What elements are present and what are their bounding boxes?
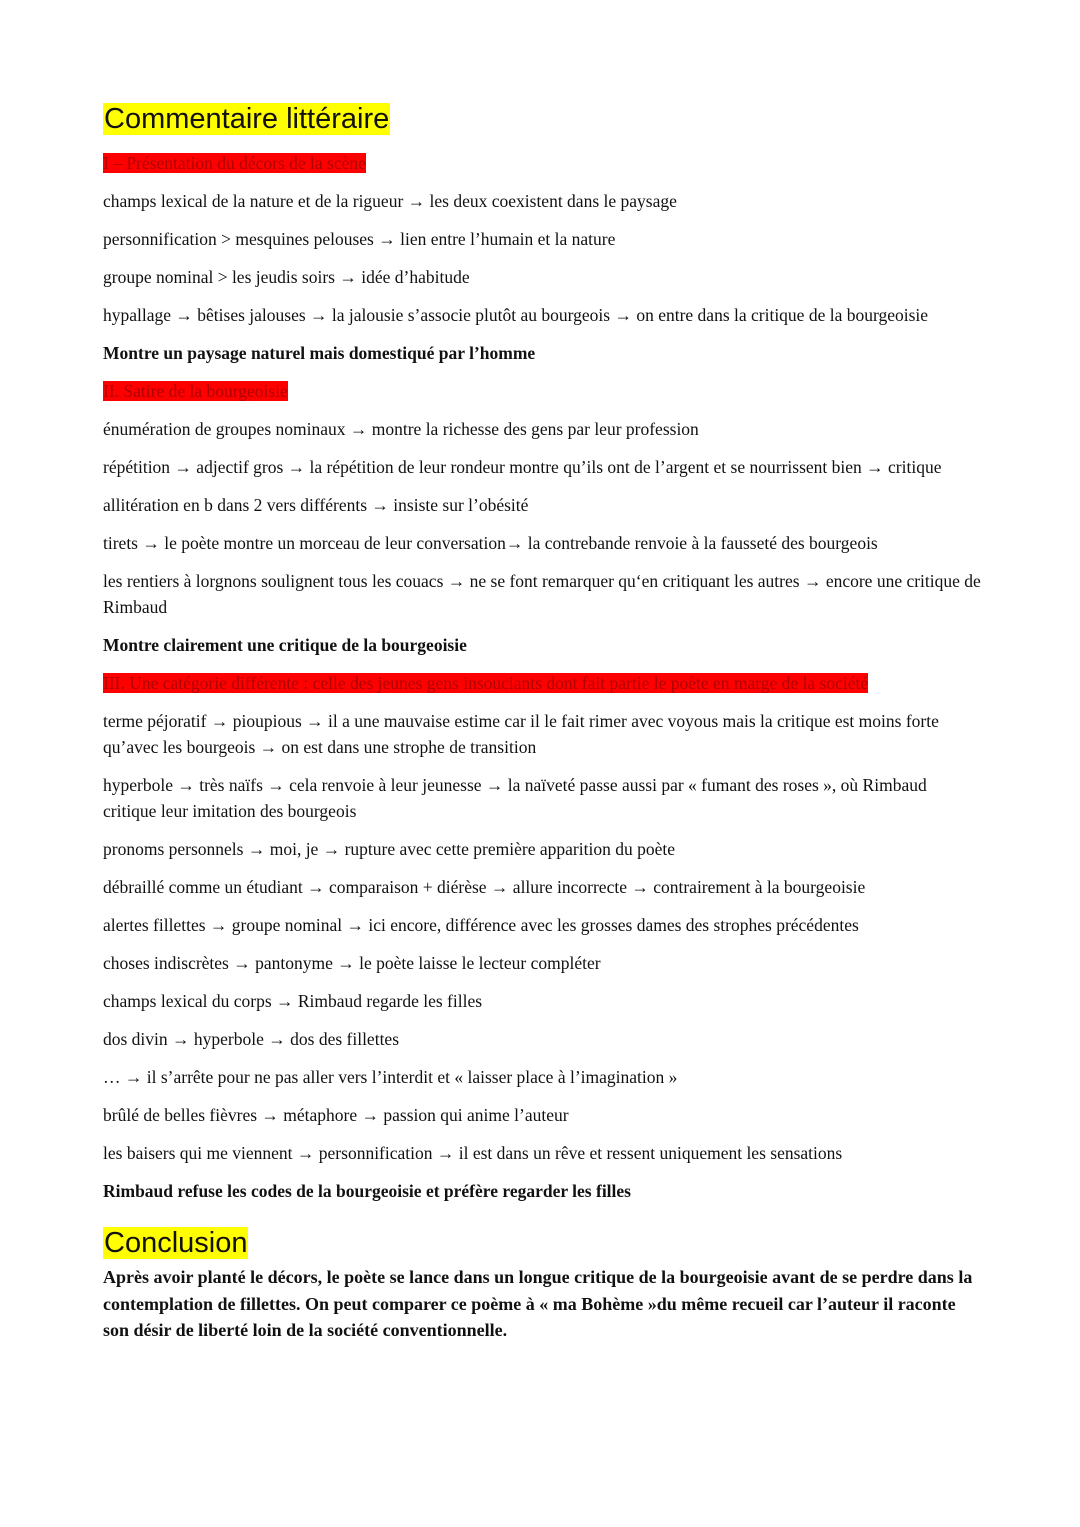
list-item: champs lexical de la nature et de la rigueur → les deux coexistent dans le paysage	[103, 191, 677, 211]
list-item: les rentiers à lorgnons soulignent tous les couacs → ne se font remarquer qu‘en critiquant les autres → encore une critique de Rimbaud	[103, 571, 981, 617]
list-item: les baisers qui me viennent → personnification → il est dans un rêve et ressent uniquement les sensations	[103, 1143, 843, 1163]
list-item: tirets → le poète montre un morceau de leur conversation→ la contrebande renvoie à la fausseté des bourgeois	[103, 533, 878, 553]
list-item: brûlé de belles fièvres → métaphore → passion qui anime l’auteur	[103, 1105, 569, 1125]
section-heading-3-text: III. Une catégorie différente : celle des jeunes gens insouciants dont fait partie le poète en marge de la société	[103, 673, 869, 693]
list-item: alertes fillettes → groupe nominal → ici encore, différence avec les grosses dames des strophes précédentes	[103, 915, 859, 935]
document-title	[103, 100, 983, 138]
list-item: … → il s’arrête pour ne pas aller vers l’interdit et « laisser place à l’imagination »	[103, 1067, 678, 1087]
list-item: champs lexical du corps → Rimbaud regarde les filles	[103, 991, 483, 1011]
list-item: terme péjoratif → pioupious → il a une mauvaise estime car il le fait rimer avec voyous mais la critique est moins forte qu’avec les bourgeois → on est dans une strophe de transition	[103, 711, 939, 757]
section-heading-3	[103, 670, 983, 696]
section-heading-1	[103, 150, 983, 176]
section-summary-3: Rimbaud refuse les codes de la bourgeoisie et préfère regarder les filles	[103, 1181, 631, 1201]
list-item: débraillé comme un étudiant → comparaison + diérèse → allure incorrecte → contrairement à la bourgeoisie	[103, 877, 866, 897]
list-item: choses indiscrètes → pantonyme → le poète laisse le lecteur compléter	[103, 953, 601, 973]
conclusion-text: Après avoir planté le décors, le poète se lance dans un longue critique de la bourgeoisie avant de se perdre dans la contemplation de fillettes. On peut comparer ce poème à « ma Bohème »du même recueil car l’auteur il raconte son désir de liberté loin de la société conventionnelle.	[103, 1267, 973, 1340]
section-heading-2-text: II. Satire de la bourgeoisie	[103, 381, 288, 401]
list-item: personnification > mesquines pelouses → lien entre l’humain et la nature	[103, 229, 616, 249]
conclusion-title	[103, 1224, 983, 1262]
list-item: répétition → adjectif gros → la répétition de leur rondeur montre qu’ils ont de l’argent et se nourrissent bien → critique	[103, 457, 942, 477]
list-item: allitération en b dans 2 vers différents → insiste sur l’obésité	[103, 495, 529, 515]
section-heading-1-text: I – Présentation du décors de la scène	[103, 153, 366, 173]
list-item: pronoms personnels → moi, je → rupture avec cette première apparition du poète	[103, 839, 675, 859]
document-title-text: Commentaire littéraire	[104, 103, 390, 135]
section-summary-2: Montre clairement une critique de la bourgeoisie	[103, 635, 467, 655]
list-item: hyperbole → très naïfs → cela renvoie à leur jeunesse → la naïveté passe aussi par « fumant des roses », où Rimbaud critique leur imitation des bourgeois	[103, 775, 927, 821]
document-page	[103, 100, 983, 1344]
list-item: hypallage → bêtises jalouses → la jalousie s’associe plutôt au bourgeois → on entre dans la critique de la bourgeoisie	[103, 305, 929, 325]
conclusion-title-text: Conclusion	[104, 1227, 248, 1259]
list-item: dos divin → hyperbole → dos des fillettes	[103, 1029, 400, 1049]
section-summary-1: Montre un paysage naturel mais domestiqué par l’homme	[103, 343, 536, 363]
list-item: groupe nominal > les jeudis soirs → idée d’habitude	[103, 267, 470, 287]
section-heading-2	[103, 378, 983, 404]
list-item: énumération de groupes nominaux → montre la richesse des gens par leur profession	[103, 419, 699, 439]
